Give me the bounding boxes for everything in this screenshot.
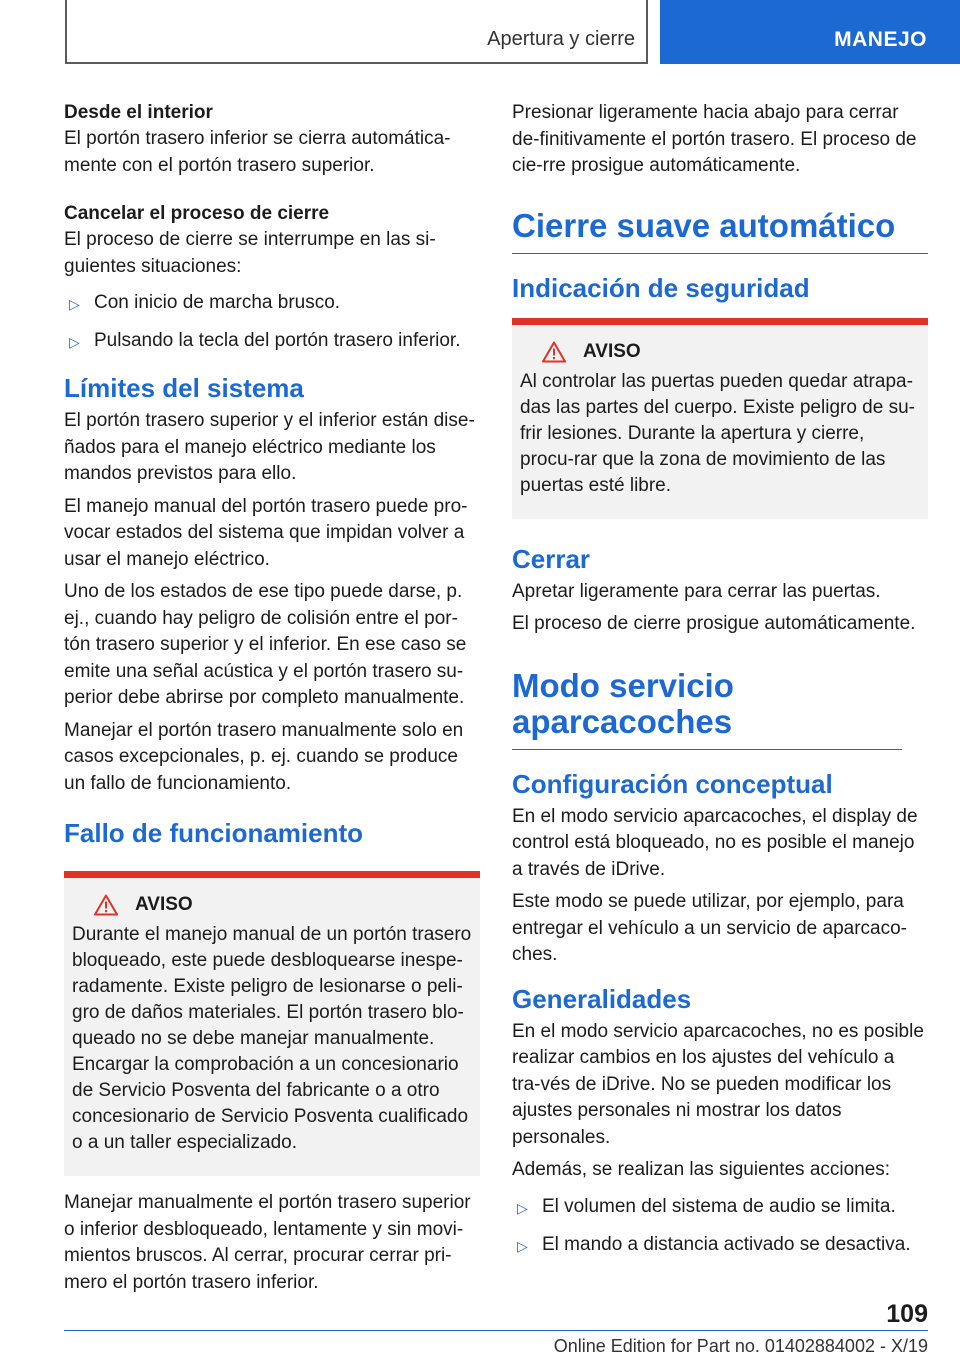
heading-cerrar: Cerrar xyxy=(512,543,591,574)
paragraph: El proceso de cierre prosigue automáticamente. xyxy=(512,613,916,634)
paragraph: Presionar ligeramente hacia abajo para cerrar de-finitivamente el portón trasero. El proceso de cie-rre prosigue automáticamente. xyxy=(512,102,917,176)
heading-fallo: Fallo de funcionamiento xyxy=(64,818,364,848)
header-chapter-label: MANEJO xyxy=(834,28,927,51)
warning-label: AVISO xyxy=(583,340,641,362)
list-item: ▷ Pulsando la tecla del portón trasero inferior. xyxy=(64,328,480,354)
warning-text: Al controlar las puertas pueden quedar atrapa-das las partes del cuerpo. Existe peligro de su-frir lesiones. Durante la apertura y cierre, procu-rar que la zona de movimiento de las puertas esté libre. xyxy=(520,370,915,496)
list-item: ▷ El mando a distancia activado se desactiva. xyxy=(512,1232,928,1258)
paragraph: El portón trasero superior y el inferior están dise-ñados para el manejo eléctrico mediante los mandos previstos para ello. xyxy=(64,410,475,484)
warning-triangle-icon xyxy=(542,341,566,363)
paragraph: Apretar ligeramente para cerrar las puertas. xyxy=(512,580,881,602)
triangle-bullet-icon: ▷ xyxy=(69,334,80,350)
warning-triangle-icon xyxy=(94,894,118,916)
warning-title xyxy=(542,341,920,363)
paragraph: Manejar manualmente el portón trasero superior o inferior desbloqueado, lentamente y sin movi-mientos bruscos. Al cerrar, procurar cerrar pri-mero el portón trasero inferior. xyxy=(64,1192,471,1293)
paragraph: En el modo servicio aparcacoches, no es posible realizar cambios en los ajustes del vehículo a tra-vés de iDrive. No se pueden modificar los ajustes personales ni mostrar los datos personales. xyxy=(512,1020,924,1148)
paragraph: Manejar el portón trasero manualmente solo en casos excepcionales, p. ej. cuando se produce un fallo de funcionamiento. xyxy=(64,719,464,794)
warning-text: Durante el manejo manual de un portón trasero bloqueado, este puede desbloquearse inespe-radamente. Existe peligro de lesionarse o peli-gro de daños materiales. El portón trasero blo-queado no se debe manejar manualmente. Encargar la comprobación a un concesionario de Servicio Posventa del fabricante o a otro concesionario de Servicio Posventa cualificado o a un taller especializado. xyxy=(72,924,472,1153)
header-section-title: Apertura y cierre xyxy=(487,28,635,50)
heading-configuracion: Configuración conceptual xyxy=(512,768,833,799)
paragraph: Este modo se puede utilizar, por ejemplo, para entregar el vehículo a un servicio de aparcaco-ches. xyxy=(512,891,908,965)
warning-title xyxy=(94,894,472,916)
left-column xyxy=(64,100,480,1302)
paragraph: El portón trasero inferior se cierra automática-mente con el portón trasero superior. xyxy=(64,128,451,176)
list-item: ▷ Con inicio de marcha brusco. xyxy=(64,290,480,316)
subheading-cancelar: Cancelar el proceso de cierre xyxy=(64,203,330,224)
subheading-desde-interior: Desde el interior xyxy=(64,102,213,123)
bullet-list xyxy=(64,290,480,354)
right-column xyxy=(512,100,928,1270)
heading-generalidades: Generalidades xyxy=(512,983,692,1014)
footer-rule xyxy=(64,1330,928,1331)
footer-edition: Online Edition for Part no. 01402884002 - X/19 xyxy=(553,1336,928,1356)
triangle-bullet-icon: ▷ xyxy=(517,1237,528,1254)
list-item: ▷ El volumen del sistema de audio se limita. xyxy=(512,1194,928,1220)
paragraph: El proceso de cierre se interrumpe en las si-guientes situaciones: xyxy=(64,229,436,277)
header-rule-bottom xyxy=(65,62,648,64)
paragraph: Además, se realizan las siguientes acciones: xyxy=(512,1159,891,1180)
triangle-bullet-icon: ▷ xyxy=(517,1199,528,1216)
triangle-bullet-icon: ▷ xyxy=(69,296,80,312)
header-rule-right xyxy=(646,0,648,64)
paragraph: Uno de los estados de ese tipo puede darse, p. ej., cuando hay peligro de colisión entre el por-tón trasero superior y el inferior. En ese caso se emite una señal acústica y el portón trasero su-perior debe abrirse por completo manualmente. xyxy=(64,581,467,708)
heading-limites: Límites del sistema xyxy=(64,373,304,403)
warning-label: AVISO xyxy=(135,894,193,915)
bullet-list xyxy=(512,1194,928,1258)
header-chapter-tab[interactable] xyxy=(660,0,960,64)
heading-modo-servicio: Modo servicio aparcacoches xyxy=(512,668,902,750)
warning-box xyxy=(64,871,480,1176)
heading-cierre-suave: Cierre suave automático xyxy=(512,208,928,254)
paragraph: El manejo manual del portón trasero puede pro-vocar estados del sistema que impidan volver a usar el manejo eléctrico. xyxy=(64,495,468,570)
page-number: 109 xyxy=(886,1300,928,1328)
paragraph: En el modo servicio aparcacoches, el display de control está bloqueado, no es posible el manejo a través de iDrive. xyxy=(512,805,918,880)
warning-box xyxy=(512,318,928,519)
heading-indicacion-seguridad: Indicación de seguridad xyxy=(512,272,810,303)
